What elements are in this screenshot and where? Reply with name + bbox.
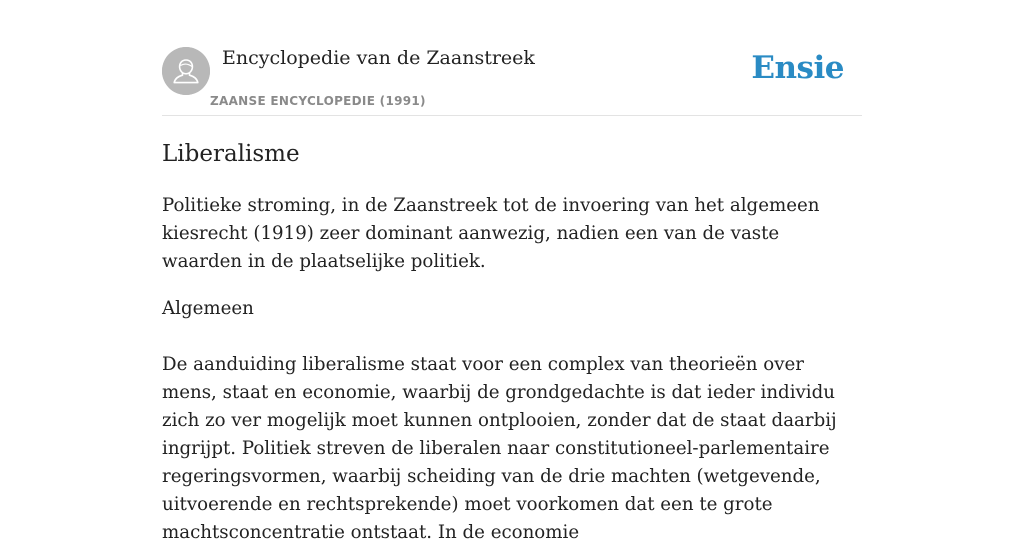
section-heading: Algemeen [162,298,254,319]
source-header [162,0,862,116]
article-title: Liberalisme [162,141,300,167]
source-subtitle: ZAANSE ENCYCLOPEDIE (1991) [210,94,426,108]
ensie-logo[interactable]: Ensie [751,50,844,86]
avatar[interactable] [162,47,210,95]
article-lead: Politieke stroming, in de Zaanstreek tot de invoering van het algemeen kiesrecht (1919) zeer dominant aanwezig, nadien een van de vaste waarden in de plaatselijke politiek. [162,195,820,272]
user-silhouette-icon [162,47,210,95]
page-container [162,0,862,543]
article-body: De aanduiding liberalisme staat voor een complex van theorieën over mens, staat en economie, waarbij de grondgedachte is dat ieder individu zich zo ver mogelijk moet kunnen ontplooien, zonder dat de staat daarbij ingrijpt. Politiek streven de liberalen naar constitutioneel-parlementaire regeringsvormen, waarbij scheiding van de drie machten (wetgevende, uitvoerende en rechtsprekende) moet voorkomen dat een te grote machtsconcentratie ontstaat. In de economie [162,354,837,543]
source-title-link[interactable]: Encyclopedie van de Zaanstreek [222,47,535,69]
